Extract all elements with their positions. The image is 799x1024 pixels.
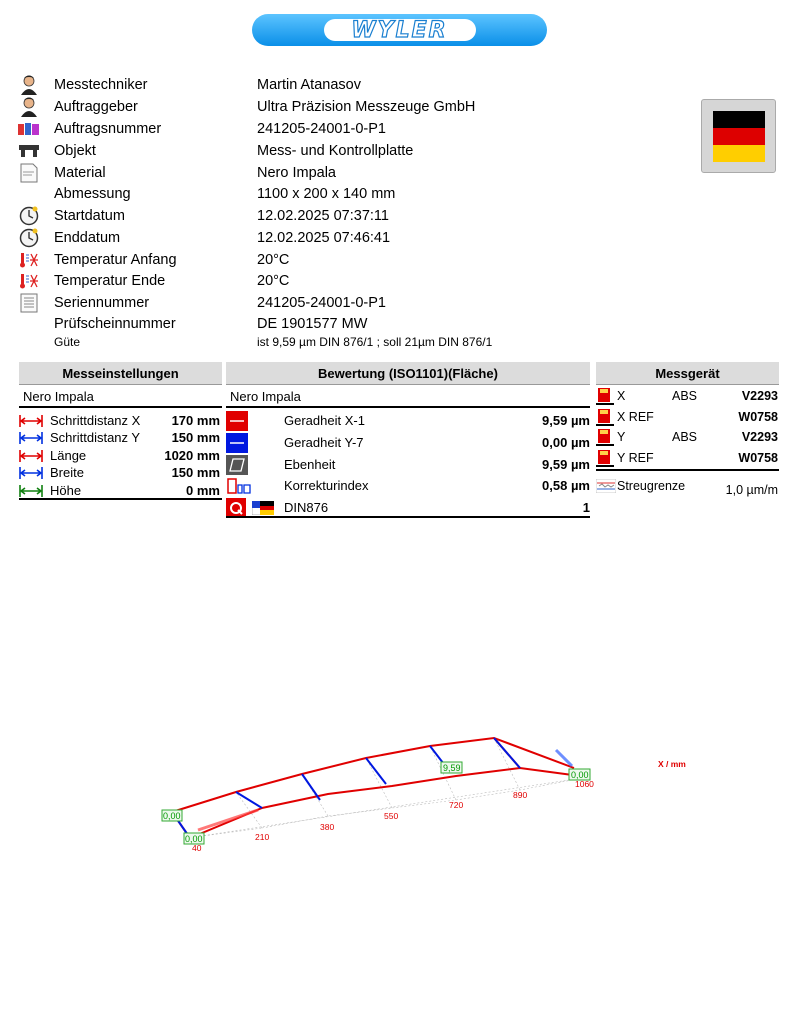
point-label: 0,00 xyxy=(163,811,181,821)
mess-value: 150 mm xyxy=(171,430,220,445)
device-row xyxy=(596,448,778,468)
scatter-limit-icon xyxy=(596,479,616,493)
laenge-icon xyxy=(19,449,43,463)
device-row xyxy=(596,386,778,406)
mess-label: Breite xyxy=(50,465,84,480)
device-id: W0758 xyxy=(738,410,778,424)
info-value: 20°C xyxy=(257,252,290,268)
divider xyxy=(19,498,222,500)
bewertung-row xyxy=(226,432,590,453)
logo-text: WYLER xyxy=(351,17,448,43)
device-id: V2293 xyxy=(741,430,778,444)
info-row-seriennummer xyxy=(18,292,386,314)
info-row-messtechniker xyxy=(18,74,361,96)
info-value: ist 9,59 µm DIN 876/1 ; soll 21µm DIN 876/1 xyxy=(257,335,493,349)
bewertung-value: 9,59 µm xyxy=(542,457,590,472)
bewertung-value: 0,00 µm xyxy=(542,435,590,450)
level-device-icon xyxy=(596,427,614,447)
din-icon xyxy=(252,501,274,515)
flag-stripe xyxy=(713,145,765,162)
x-tick-label: 1060 xyxy=(575,779,594,789)
quality-q-icon xyxy=(226,498,246,518)
wyler-logo xyxy=(252,14,547,46)
info-value: Ultra Präzision Messzeuge GmbH xyxy=(257,99,476,115)
info-label: Material xyxy=(54,165,106,181)
clock-icon xyxy=(18,228,40,248)
clock-icon xyxy=(18,206,40,226)
mess-label: Länge xyxy=(50,448,87,463)
info-label: Seriennummer xyxy=(54,295,150,311)
object-icon xyxy=(18,141,40,161)
device-row xyxy=(596,407,778,427)
info-row-temperatur-ende xyxy=(18,270,289,292)
streugrenze-label: Streugrenze xyxy=(617,479,686,493)
device-mode: ABS xyxy=(672,389,698,403)
mess-row xyxy=(19,429,220,446)
document-icon xyxy=(18,293,40,313)
flatness-3d-chart xyxy=(0,720,799,900)
info-row-temperatur-anfang xyxy=(18,249,289,271)
mess-value: 1020 mm xyxy=(164,448,220,463)
device-row xyxy=(596,427,778,447)
section-messgeraet-title: Messgerät xyxy=(596,362,779,385)
schrittdistanz-y-icon xyxy=(19,431,43,445)
info-row-abmessung xyxy=(18,183,395,205)
info-value: DE 1901577 MW xyxy=(257,316,368,332)
x-axis-label: X / mm xyxy=(658,759,686,769)
mess-value: 0 mm xyxy=(186,483,220,498)
streugrenze-value: 1,0 µm/m xyxy=(725,483,778,497)
point-label: 0,00 xyxy=(571,770,589,780)
thermometer-icon xyxy=(18,250,40,270)
hoehe-icon xyxy=(19,484,43,498)
info-row-objekt xyxy=(18,140,413,162)
section-bewertung-title: Bewertung (ISO1101)(Fläche) xyxy=(226,362,590,385)
x-tick-label: 550 xyxy=(384,811,399,821)
geradheit-y-line xyxy=(302,774,320,800)
bewertung-row xyxy=(226,497,590,518)
info-value: Martin Atanasov xyxy=(257,77,361,93)
mess-value: 150 mm xyxy=(171,465,220,480)
breite-icon xyxy=(19,466,43,480)
info-row-startdatum xyxy=(18,205,389,227)
direction-arrow-red xyxy=(198,810,258,830)
bewertung-value: 9,59 µm xyxy=(542,413,590,428)
mess-row xyxy=(19,482,220,499)
point-label: 9,59 xyxy=(443,763,461,773)
geradheit-y-line xyxy=(366,758,386,784)
device-axis: Y REF xyxy=(617,451,654,465)
bewertung-row xyxy=(226,454,590,475)
point-label: 0,00 xyxy=(185,834,203,844)
bewertung-label: DIN876 xyxy=(284,500,329,515)
info-value: 12.02.2025 07:46:41 xyxy=(257,230,391,246)
geradheit-x-line xyxy=(190,768,580,838)
messeinstellungen-subtitle: Nero Impala xyxy=(19,386,222,408)
bewertung-value: 0,58 µm xyxy=(542,478,590,493)
info-row-guete xyxy=(18,333,492,351)
info-label: Objekt xyxy=(54,143,96,159)
section-messeinstellungen-title: Messeinstellungen xyxy=(19,362,222,385)
mess-row xyxy=(19,447,220,464)
x-tick-label: 210 xyxy=(255,832,270,842)
device-axis: Y xyxy=(617,430,626,444)
divider xyxy=(596,469,779,471)
mess-label: Höhe xyxy=(50,483,82,498)
country-flag-button[interactable] xyxy=(701,99,776,173)
mess-value: 170 mm xyxy=(171,413,220,428)
flag-stripe xyxy=(713,111,765,128)
info-label: Messtechniker xyxy=(54,77,148,93)
info-label: Auftragsnummer xyxy=(54,121,162,137)
bewertung-label: Korrekturindex xyxy=(284,478,369,493)
bewertung-row xyxy=(226,410,590,431)
info-label: Enddatum xyxy=(54,230,121,246)
red-line-icon xyxy=(226,411,248,431)
info-row-auftragsnummer xyxy=(18,118,386,140)
x-tick-label: 380 xyxy=(320,822,335,832)
info-value: Mess- und Kontrollplatte xyxy=(257,143,414,159)
info-row-material xyxy=(18,162,336,184)
x-tick-label: 720 xyxy=(449,800,464,810)
mess-row xyxy=(19,464,220,481)
streugrenze-row xyxy=(596,476,778,496)
person-icon xyxy=(18,75,40,95)
device-axis: X xyxy=(617,389,626,403)
info-value: 241205-24001-0-P1 xyxy=(257,295,386,311)
blue-line-icon xyxy=(226,433,248,453)
device-id: W0758 xyxy=(738,451,778,465)
info-row-enddatum xyxy=(18,227,390,249)
info-value: 241205-24001-0-P1 xyxy=(257,121,386,137)
info-value: 1100 x 200 x 140 mm xyxy=(257,186,396,202)
bewertung-subtitle: Nero Impala xyxy=(226,386,590,408)
grid-line xyxy=(236,738,520,828)
info-row-auftraggeber xyxy=(18,96,475,118)
bewertung-label: Geradheit X-1 xyxy=(284,413,365,428)
info-label: Abmessung xyxy=(54,186,131,202)
bewertung-row xyxy=(226,475,590,496)
bewertung-label: Geradheit Y-7 xyxy=(284,435,364,450)
order-icon xyxy=(18,119,40,139)
info-row-pruefscheinnummer xyxy=(18,313,367,335)
level-device-icon xyxy=(596,407,614,427)
correction-icon xyxy=(226,476,252,496)
chart-red-lines xyxy=(172,738,580,838)
bewertung-value: 1 xyxy=(582,500,590,515)
level-device-icon xyxy=(596,448,614,468)
mess-row xyxy=(19,412,220,429)
info-label: Prüfscheinnummer xyxy=(54,316,176,332)
flatness-icon xyxy=(226,455,248,475)
geradheit-x-line xyxy=(172,738,574,812)
info-label: Temperatur Anfang xyxy=(54,252,177,268)
info-label: Startdatum xyxy=(54,208,125,224)
thermometer-icon xyxy=(18,271,40,291)
person-icon xyxy=(18,97,40,117)
info-label: Temperatur Ende xyxy=(54,273,166,289)
material-icon xyxy=(18,163,40,183)
logo-badge xyxy=(324,19,476,41)
mess-label: Schrittdistanz Y xyxy=(50,430,141,445)
device-id: V2293 xyxy=(741,389,778,403)
x-tick-label: 40 xyxy=(192,843,202,853)
divider xyxy=(226,516,590,518)
info-label: Güte xyxy=(54,335,81,349)
info-label: Auftraggeber xyxy=(54,99,138,115)
bewertung-label: Ebenheit xyxy=(284,457,336,472)
mess-label: Schrittdistanz X xyxy=(50,413,141,428)
schrittdistanz-x-icon xyxy=(19,414,43,428)
level-device-icon xyxy=(596,386,614,406)
geradheit-y-line xyxy=(236,792,262,808)
info-value: Nero Impala xyxy=(257,165,336,181)
flag-stripe xyxy=(713,128,765,145)
info-value: 12.02.2025 07:37:11 xyxy=(257,208,389,224)
x-tick-label: 890 xyxy=(513,790,528,800)
germany-flag-icon xyxy=(713,111,765,162)
device-mode: ABS xyxy=(672,430,698,444)
device-axis: X REF xyxy=(617,410,654,424)
info-value: 20°C xyxy=(257,273,290,289)
